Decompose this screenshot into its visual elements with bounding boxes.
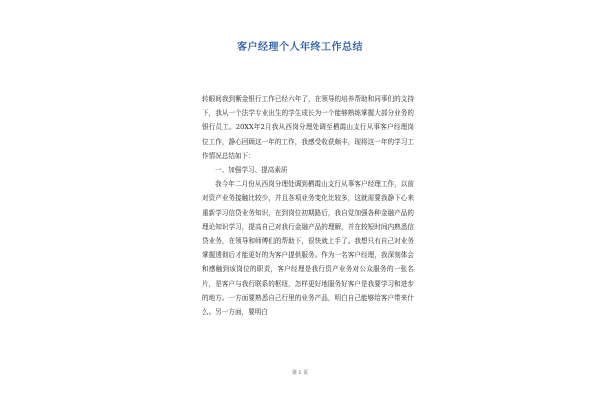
intro-paragraph: 转眼间我到紫金银行工作已经六年了，在领导的培养帮助和同事们的支持下，我从一个法学专业出生的学生成长为一个能够熟练掌握大部分业务的银行员工。20XX年2月我从西岗分理处调至栖霞山支行从事客户经理岗位工作，静心回顾这一年的工作，我感受收获颇丰，现将这一年的学习工作情况总结如下： xyxy=(202,95,414,160)
document-title: 客户经理个人年终工作总结 xyxy=(237,42,363,53)
page-number: 第 1 页 xyxy=(291,370,309,376)
section-paragraph: 我今年二月份从西岗分理处调到栖霞山支行从事客户经理工作，以前对资产业务接触比较少，并且各项业务变化比较多，这就需要我静下心来重新学习信贷业务知识，在到岗位初期路后，我自觉加强各种金融产品的理论知识学习，提高自己对我行金融产品的理解，并在较短时间内熟悉信贷业务，在领导和师傅们的帮助下，很快就上手了。我想只有自己对业务掌握透彻后才能更好的为客户提供服务。作为一名客户经理，我深刻体会和感触到该岗位的职责，客户经理是我行资产业务对公众服务的一张名片，是客户与我行联系的枢纽，怎样更好地服务好客户是我要学习和进步的地方。一方面要熟悉自己行里的业务产品，明白自己能够给客户带来什么。另一方面，要明白 xyxy=(202,180,414,317)
document-body xyxy=(202,92,414,319)
section-heading: 一、加强学习、提高素质 xyxy=(215,166,288,175)
